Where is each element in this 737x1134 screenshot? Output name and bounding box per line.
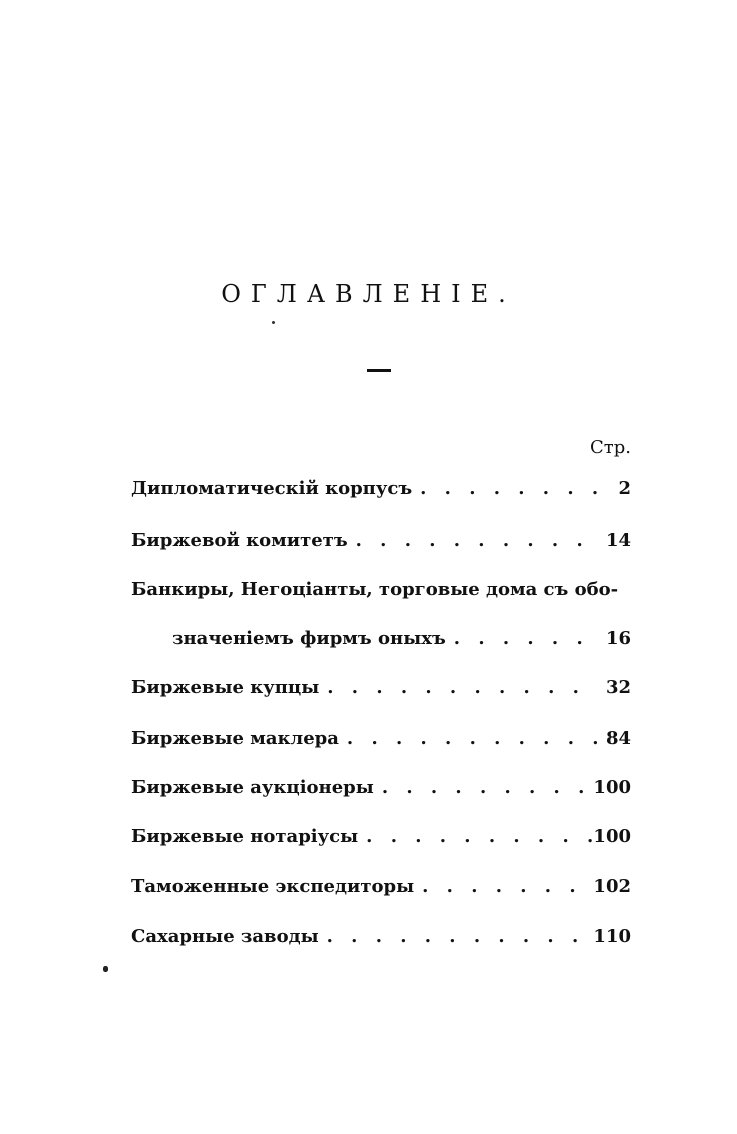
toc-entry-title: Биржевые купцы	[131, 677, 320, 698]
toc-entry-page: 16	[605, 628, 631, 649]
toc-entry-page: 84	[605, 728, 631, 749]
toc-entry-page: 14	[605, 530, 631, 551]
toc-entry-title: Таможенные экспедиторы	[131, 876, 415, 897]
dot-leader	[412, 478, 597, 499]
toc-entry-page: 2	[618, 478, 631, 499]
toc-entry	[131, 777, 631, 803]
toc-entry-page: 32	[605, 677, 631, 698]
toc-entry-title: Биржевые аукцiонеры	[131, 777, 374, 798]
toc-entry	[131, 677, 631, 703]
dot-leader	[319, 926, 594, 947]
dot-leader	[348, 530, 597, 551]
toc-entry	[131, 926, 631, 952]
ink-speck	[272, 321, 275, 324]
toc-entry-title: Сахарные заводы	[131, 926, 319, 947]
toc-entry	[131, 728, 631, 754]
toc-entry-title: Дипломатическiй корпусъ	[131, 478, 413, 499]
ink-blot	[103, 966, 108, 972]
toc-entry-page: 100	[593, 777, 631, 798]
toc-entry	[131, 876, 631, 902]
toc-entry	[131, 478, 631, 504]
toc-entry	[172, 628, 631, 654]
dot-leader	[358, 826, 593, 847]
title-rule	[367, 369, 391, 372]
dot-leader	[374, 777, 594, 798]
dot-leader	[319, 677, 597, 698]
toc-entry-page: 102	[593, 876, 631, 897]
toc-entry	[131, 826, 631, 852]
dot-leader	[414, 876, 593, 897]
toc-entry-title: значенiемъ фирмъ оныхъ	[172, 628, 446, 649]
toc-entry	[131, 530, 631, 556]
toc-entry-title: Биржевой комитетъ	[131, 530, 348, 551]
toc-entry-page: 100	[593, 826, 631, 847]
toc-entry-title: Банкиры, Негоцiанты, торговые дома съ обо-	[131, 579, 619, 600]
toc-entry-page: 110	[593, 926, 631, 947]
toc-entry-title: Биржевые маклера	[131, 728, 339, 749]
dot-leader	[446, 628, 597, 649]
toc-entry-title: Биржевые нотарiусы	[131, 826, 359, 847]
page-title: ОГЛАВЛЕНIЕ.	[221, 280, 516, 308]
dot-leader	[339, 728, 597, 749]
page-column-header: Стр.	[590, 437, 631, 458]
